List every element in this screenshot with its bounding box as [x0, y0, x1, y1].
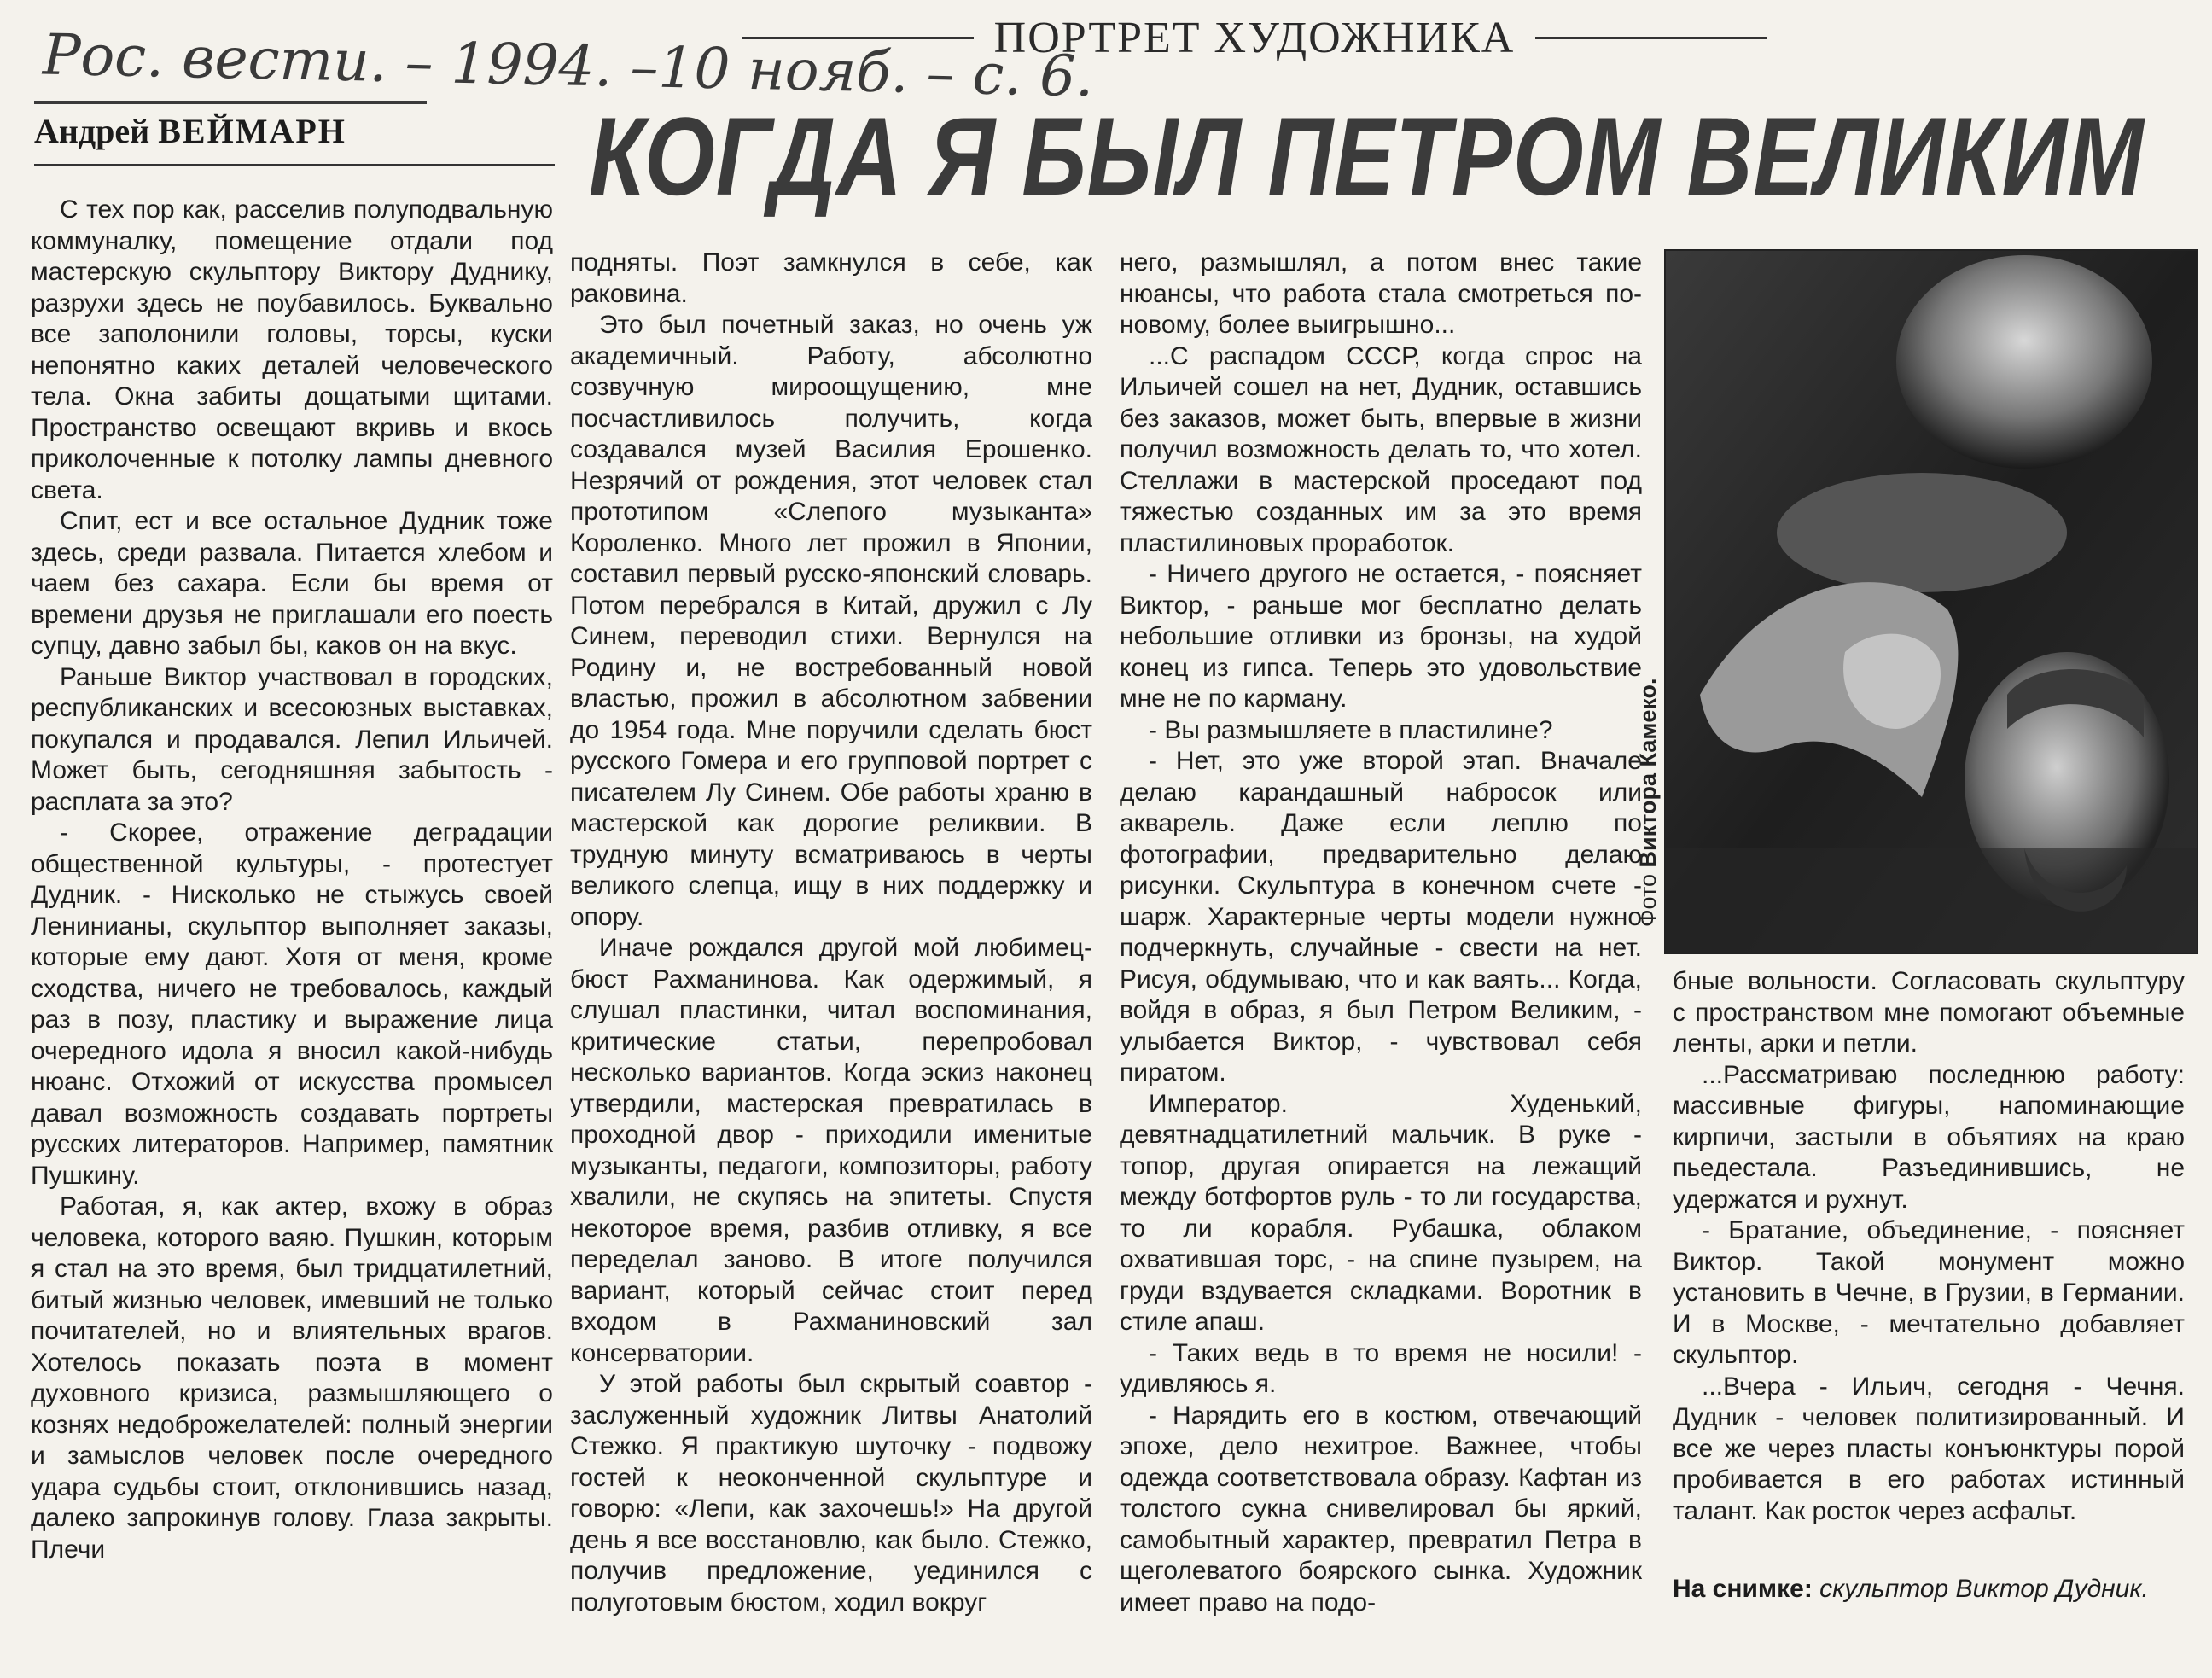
paragraph: - Вы размышляете в пластилине? — [1149, 715, 1553, 744]
handwritten-source-note: Рос. вести. – 1994. –10 нояб. – с. 6. — [42, 21, 1095, 110]
headline: КОГДА Я БЫЛ ПЕТРОМ ВЕЛИКИМ — [589, 94, 2145, 218]
rubric-rule-right — [1535, 37, 1767, 39]
paragraph: - Нет, это уже второй этап. Вначале делаю карандашный набросок или акварель. Даже если леплю по фотографии, предварительно делаю рисунки. Скульптура в конечном счете - шарж. Характерные черты модели нужно подчеркнуть, случайные - свести на нет. Рисуя, обдумываю, что и как ваять... Когда, войдя в образ, я был Петром Великим, - улыбается Виктор, - чувствовал себя пиратом. — [1120, 747, 1642, 1087]
photo-caption — [1673, 1574, 2185, 1605]
article-column-4 — [1673, 966, 2185, 1527]
author-byline — [34, 111, 410, 151]
paragraph: - Ничего другого не остается, - поясняет Виктор, - раньше мог бесплатно делать небольшие отливки из бронзы, на худой конец из гипса. Теперь это удовольствие мне не по карману. — [1120, 560, 1642, 713]
paragraph: - Таких ведь в то время не носили! - удивляюсь я. — [1120, 1338, 1642, 1398]
paragraph: Иначе рождался другой мой любимец-бюст Рахманинова. Как одержимый, я слушал пластинки, читал воспоминания, критические статьи, перепробовал несколько вариантов. Когда эскиз наконец утвердили, мастерская превратилась в проходной двор - приходили именитые музыканты, педагоги, композиторы, работу хвалили, не скупясь на эпитеты. Спустя некоторое время, разбив отливку, я все переделал заново. В итоге получился вариант, который сейчас стоит перед входом в Рахманиновский зал консерватории. — [570, 934, 1092, 1367]
paragraph: С тех пор как, расселив полуподвальную коммуналку, помещение отдали под мастерскую скульптору Виктору Дуднику, разрухи здесь не поубавилось. Буквально все заполонили головы, торсы, куски непонятно каких деталей человеческого тела. Окна забиты дощатыми щитами. Пространство освещают вкривь и вкось приколоченные к потолку лампы дневного света. — [31, 195, 553, 504]
paragraph: ...С распадом СССР, когда спрос на Ильичей сошел на нет, Дудник, оставшись без заказов, может быть, впервые в жизни получил возможность делать то, что хотел. Стеллажи в мастерской проседают под тяжестью созданных им за это время пластилиновых проработок. — [1120, 341, 1642, 557]
paragraph: Раньше Виктор участвовал в городских, республиканских и всесоюзных выставках, покупался и продавался. Лепил Ильичей. Может быть, сегодняшняя забытость - расплата за это? — [31, 662, 553, 816]
paragraph: него, размышлял, а потом внес такие нюансы, что работа стала смотреться по-новому, более выигрышно... — [1120, 248, 1642, 339]
photo-credit-name: Виктора Камеко. — [1635, 678, 1661, 868]
photo-credit — [1635, 679, 1662, 928]
paragraph: ...Рассматриваю последнюю работу: массивные фигуры, напоминающие кирпичи, застыли в объятиях на краю пьедестала. Разъединившись, не удержатся и рухнут. — [1673, 1060, 2185, 1214]
byline-rule — [34, 164, 555, 166]
author-surname: ВЕЙМАРН — [158, 112, 346, 150]
paragraph: Это был почетный заказ, но очень уж академичный. Работу, абсолютно созвучную мироощущению, мне посчастливилось получить, когда создавался музей Василия Ерошенко. Незрячий от рождения, этот человек стал прототипом «Слепого музыканта» Короленко. Много лет прожил в Японии, составил первый русско-японский словарь. Потом перебрался в Китай, дружил с Лу Синем, переводил стихи. Вернулся на Родину и, не востребованный новой властью, прожил в абсолютном забвении до 1954 года. Мне поручили сделать бюст русского Гомера и его групповой портрет с писателем Лу Синем. Обе работы храню в мастерской как дорогие реликвии. В трудную минуту всматриваюсь в черты великого слепца, ищу в них поддержку и опору. — [570, 311, 1092, 931]
paragraph: бные вольности. Согласовать скульптуру с пространством мне помогают объемные ленты, арки и петли. — [1673, 967, 2185, 1057]
paragraph: - Скорее, отражение деградации общественной культуры, - протестует Дудник. - Нисколько не стыжусь своей Ленинианы, скульптор выполняет заказы, которые ему дают. Хотя от меня, кроме сходства, ничего не требовалось, каждый раз в позу, пластику и выражение лица очередного идола я вносил какой-нибудь нюанс. Отхожий от искусства промысел давал возможность создавать портреты русских литераторов. Например, памятник Пушкину. — [31, 819, 553, 1190]
paragraph: Император. Худенький, девятнадцатилетний мальчик. В руке - топор, другая опирается на лежащий между ботфортов руль - то ли государства, то ли корабля. Рубашка, облаком охватившая торс, - на спине пузырем, на груди вздувается складками. Воротник в стиле апаш. — [1120, 1089, 1642, 1336]
paragraph: Работая, я, как актер, вхожу в образ человека, которого ваяю. Пушкин, которым я стал на это время, был тридцатилетний, битый жизнью человек, имевший не только почитателей, но и влиятельных врагов. Хотелось показать поэта в момент духовного кризиса, размышляющего о кознях недоброжелателей: полный энергии и замыслов человек после очередного удара судьбы стоит, отклонившись назад, далеко запрокинув голову. Глаза закрыты. Плечи — [31, 1192, 553, 1564]
caption-lead: На снимке: — [1673, 1575, 1813, 1603]
sculptor-photo — [1664, 249, 2198, 954]
article-column-1 — [31, 195, 553, 1565]
paragraph: ...Вчера - Ильич, сегодня - Чечня. Дудник - человек политизированный. И все же через пласты конъюнктуры порой пробивается в его работах истинный талант. Как росток через асфальт. — [1673, 1372, 2185, 1525]
paragraph: У этой работы был скрытый соавтор - заслуженный художник Литвы Анатолий Стежко. Я практикую шуточку - подвожу гостей к неоконченной скульптуре и говорю: «Лепи, как захочешь!» На другой день я все восстановлю, как было. Стежко, получив предложение, уединился с полуготовым бюстом, ходил вокруг — [570, 1370, 1092, 1617]
paragraph: подняты. Поэт замкнулся в себе, как раковина. — [570, 248, 1092, 308]
author-first-name: Андрей — [34, 112, 150, 150]
paragraph: - Нарядить его в костюм, отвечающий эпохе, дело нехитрое. Важнее, чтобы одежда соответствовала образу. Кафтан из толстого сукна снивелировал бы яркий, самобытный характер, превратил Петра в щеголеватого боярского сынка. Художник имеет право на подо- — [1120, 1401, 1642, 1617]
rubric-label: ПОРТРЕТ ХУДОЖНИКА — [993, 13, 1516, 62]
article-column-2 — [570, 248, 1092, 1618]
caption-text: скульптор Виктор Дудник. — [1819, 1575, 2149, 1603]
paragraph: - Братание, объединение, - поясняет Виктор. Такой монумент можно установить в Чечне, в Грузии, в Германии. И в Москве, - мечтательно добавляет скульптор. — [1673, 1216, 2185, 1369]
photo-image — [1666, 251, 2198, 954]
handwritten-underline — [34, 101, 427, 104]
paragraph: Спит, ест и все остальное Дудник тоже здесь, среди развала. Питается хлебом и чаем без сахара. Если бы время от времени друзья не приглашали его поесть супцу, давно забыл бы, каков он на вкус. — [31, 507, 553, 660]
photo-credit-prefix: Фото — [1635, 873, 1661, 927]
article-column-3 — [1120, 248, 1642, 1618]
